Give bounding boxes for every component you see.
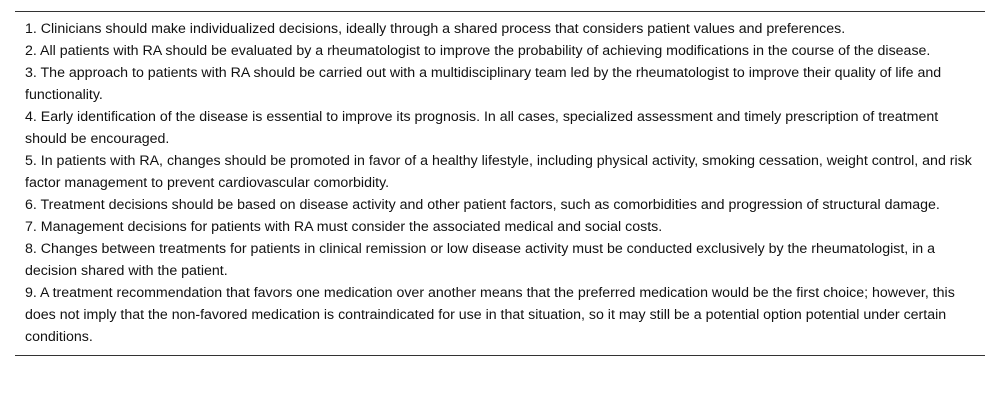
recommendation-6: 6. Treatment decisions should be based on disease activity and other patient factors, such as comorbidities and progression of structural damage.	[25, 197, 940, 213]
recommendations-table	[15, 11, 985, 356]
recommendation-4: 4. Early identification of the disease is essential to improve its prognosis. In all cases, specialized assessment and timely prescription of treatment should be encouraged.	[25, 109, 939, 147]
recommendation-8: 8. Changes between treatments for patients in clinical remission or low disease activity must be conducted exclusively by the rheumatologist, in a decision shared with the patient.	[25, 241, 936, 279]
recommendation-1: 1. Clinicians should make individualized decisions, ideally through a shared process that considers patient values and preferences.	[25, 21, 846, 37]
recommendation-9: 9. A treatment recommendation that favors one medication over another means that the preferred medication would be the first choice; however, this does not imply that the non-favored medication is contraindicated for use in that situation, so it may still be a potential option potential under certain conditions.	[25, 285, 955, 345]
recommendation-5: 5. In patients with RA, changes should be promoted in favor of a healthy lifestyle, including physical activity, smoking cessation, weight control, and risk factor management to prevent cardiovascular comorbidity.	[25, 153, 972, 191]
recommendation-2: 2. All patients with RA should be evaluated by a rheumatologist to improve the probability of achieving modifications in the course of the disease.	[25, 43, 931, 59]
recommendation-3: 3. The approach to patients with RA should be carried out with a multidisciplinary team led by the rheumatologist to improve their quality of life and functionality.	[25, 65, 942, 103]
recommendation-7: 7. Management decisions for patients with RA must consider the associated medical and social costs.	[25, 219, 663, 235]
